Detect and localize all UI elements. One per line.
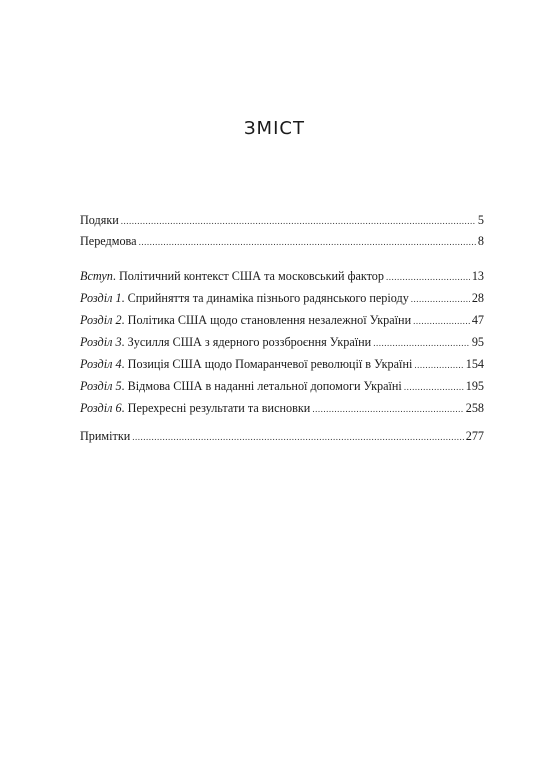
toc-entry-prefix: Вступ	[80, 269, 113, 283]
toc-entry-preface[interactable]	[80, 233, 484, 250]
toc-entry-title: Примітки	[80, 429, 131, 443]
toc-entry-prefix: Розділ 3	[80, 335, 122, 349]
dot-leader	[386, 269, 470, 285]
toc-entry-chapter-1[interactable]	[80, 290, 484, 307]
toc-entry-prefix: Розділ 5	[80, 379, 122, 393]
toc-entry-title: . Зусилля США з ядерного роззброєння України	[121, 335, 372, 349]
toc-page-number: 28	[471, 291, 484, 305]
page-title: ЗМІСТ	[244, 118, 305, 139]
dot-leader	[373, 335, 470, 351]
toc-entry-prefix: Розділ 1	[80, 291, 122, 305]
dot-leader	[132, 429, 463, 445]
toc-page-number: 8	[477, 234, 484, 248]
toc-page-number: 195	[465, 379, 484, 393]
toc-entry-title: . Відмова США в наданні летальної допомоги Україні	[121, 379, 402, 393]
dot-leader	[413, 313, 470, 329]
toc-group-chapters	[80, 268, 484, 417]
toc-entry-acknowledgements[interactable]	[80, 212, 484, 229]
toc-entry-title: . Перехресні результати та висновки	[121, 401, 311, 415]
toc-group-front-matter	[80, 212, 484, 250]
toc-page-number: 13	[471, 269, 484, 283]
toc-entry-title: . Політичний контекст США та московський фактор	[112, 269, 384, 283]
dot-leader	[414, 357, 463, 373]
toc-entry-title: Подяки	[80, 213, 119, 227]
toc-page-number: 47	[471, 313, 484, 327]
toc-page-number: 154	[465, 357, 484, 371]
toc-entry-notes[interactable]	[80, 428, 484, 445]
dot-leader	[139, 234, 476, 250]
toc-entry-prefix: Розділ 2	[80, 313, 122, 327]
toc-entry-title: . Політика США щодо становлення незалежної України	[121, 313, 412, 327]
toc-page-number: 95	[471, 335, 484, 349]
toc-entry-prefix: Розділ 4	[80, 357, 122, 371]
dot-leader	[404, 379, 464, 395]
toc-page-number: 5	[477, 213, 484, 227]
toc-entry-chapter-6[interactable]	[80, 400, 484, 417]
dot-leader	[121, 213, 476, 229]
dot-leader	[411, 291, 470, 307]
toc-page-number: 258	[465, 401, 484, 415]
toc-entry-chapter-2[interactable]	[80, 312, 484, 329]
toc-entry-prefix: Розділ 6	[80, 401, 122, 415]
toc-entry-chapter-4[interactable]	[80, 356, 484, 373]
dot-leader	[312, 401, 463, 417]
toc-entry-title: Передмова	[80, 234, 137, 248]
toc-page-number: 277	[465, 429, 484, 443]
toc-entry-chapter-5[interactable]	[80, 378, 484, 395]
toc-group-back-matter	[80, 428, 484, 445]
toc-entry-title: . Сприйняття та динаміка пізнього радянського періоду	[121, 291, 409, 305]
toc-entry-chapter-3[interactable]	[80, 334, 484, 351]
toc-entry-introduction[interactable]	[80, 268, 484, 285]
toc-entry-title: . Позиція США щодо Помаранчевої революції в Україні	[121, 357, 413, 371]
